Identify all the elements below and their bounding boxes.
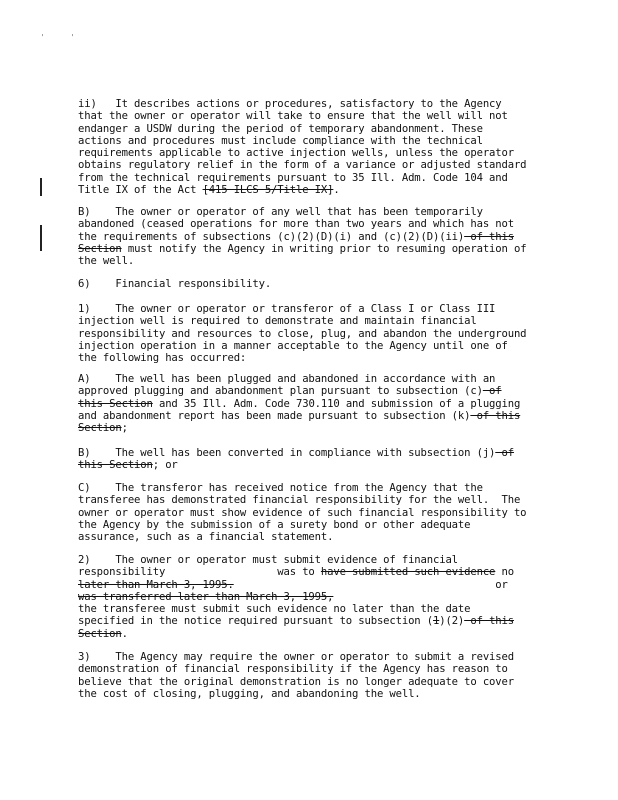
struck-text: of this	[464, 615, 514, 628]
struck-text: of	[495, 447, 514, 459]
text-line: requirements applicable to active injection wells, unless the operator	[78, 147, 514, 160]
text-line: A) The well has been plugged and abandoned in accordance with an	[78, 373, 496, 385]
struck-text: Section	[78, 422, 122, 435]
text-line: the cost of closing, plugging, and abandoning the well.	[78, 687, 421, 700]
text-fragment: ;	[121, 422, 128, 435]
struck-text: of	[482, 385, 502, 398]
text-line: endanger a USDW during the period of temporary abandonment. These	[78, 122, 483, 135]
struck-text: this Section	[78, 459, 153, 472]
revision-bar	[40, 178, 42, 196]
struck-text: later than March 3, 1995.	[78, 578, 234, 591]
text-fragment	[333, 591, 339, 603]
text-line: 2) The owner or operator must submit evidence of financial	[78, 554, 458, 566]
text-line: the requirements of subsections (c)(2)(D)(i) and (c)(2)(D)(ii)	[78, 230, 465, 243]
struck-text: of this	[464, 230, 514, 243]
text-line: the Agency by the submission of a surety bond or other adequate	[78, 518, 471, 531]
text-fragment: Title IX of the Act	[78, 184, 203, 197]
text-line: abandoned (ceased operations for more than two years and which has not	[78, 218, 514, 231]
paragraph-3	[78, 651, 548, 700]
paragraph-A	[78, 373, 548, 434]
text-line: the well.	[78, 255, 135, 268]
text-fragment: ; or	[152, 459, 178, 472]
paragraph-ii	[78, 98, 548, 196]
text-fragment: and 35 Ill. Adm. Code 730.110 and submission of a plugging	[152, 397, 521, 410]
text-line: demonstration of financial responsibility if the Agency has reason to	[78, 663, 508, 676]
text-line: owner or operator must show evidence of such financial responsibility to	[78, 506, 527, 519]
text-line: injection well is required to demonstrate and maintain financial	[78, 315, 477, 328]
revision-bar	[40, 225, 42, 251]
scan-speck: '	[40, 33, 45, 42]
text-line: C) The transferor has received notice from the Agency that the	[78, 482, 483, 494]
text-fragment: or	[233, 578, 508, 591]
text-line: B) The owner or operator of any well that has been temporarily	[78, 206, 483, 218]
text-line: that the owner or operator will take to ensure that the well will not	[78, 110, 508, 123]
text-line: 3) The Agency may require the owner or operator to submit a revised	[78, 651, 514, 663]
struck-text: Section	[78, 627, 122, 640]
paragraph-1	[78, 303, 548, 364]
paragraph-B-abandoned	[78, 206, 548, 267]
text-line: 1) The owner or operator or transferor of a Class I or Class III	[78, 303, 496, 315]
text-line: believe that the original demonstration is no longer adequate to cover	[78, 675, 514, 688]
text-fragment: no	[495, 566, 514, 579]
text-line: ii) It describes actions or procedures, satisfactory to the Agency	[78, 98, 502, 110]
text-fragment: .	[333, 184, 340, 197]
text-fragment: and abandonment report has been made pursuant to subsection (k)	[78, 409, 471, 422]
struck-text: 1	[433, 615, 440, 628]
scan-speck: '	[70, 33, 75, 42]
text-fragment: responsibility was to	[78, 566, 321, 579]
text-fragment: B) The well has been converted in compliance with subsection (j)	[78, 447, 496, 459]
section-heading: 6) Financial responsibility.	[78, 278, 272, 290]
text-line: injection operation in a manner acceptable to the Agency until one of	[78, 339, 508, 352]
text-fragment: specified in the notice required pursuant to subsection (	[78, 615, 433, 628]
paragraph-2	[78, 554, 548, 640]
text-line: the transferee must submit such evidence no later than the date	[78, 603, 471, 616]
struck-text: have submitted such evidence	[320, 566, 496, 579]
text-fragment: approved plugging and abandonment plan pursuant to subsection (c)	[78, 385, 483, 398]
text-line: responsibility and resources to close, plug, and abandon the underground	[78, 327, 527, 340]
paragraph-C	[78, 482, 548, 543]
struck-text: [415 ILCS 5/Title IX]	[202, 184, 334, 197]
text-line: the following has occurred:	[78, 352, 247, 365]
paragraph-B-converted	[78, 447, 548, 472]
text-line: obtains regulatory relief in the form of a variance or adjusted standard	[78, 159, 527, 172]
struck-text: this Section	[78, 397, 153, 410]
text-fragment: )(2)	[439, 615, 465, 628]
struck-text: was transferred later than March 3, 1995,	[78, 590, 334, 603]
text-line: assurance, such as a financial statement.	[78, 531, 334, 544]
struck-text: Section	[78, 242, 122, 255]
text-line: transferee has demonstrated financial responsibility for the well. The	[78, 494, 521, 507]
text-fragment: .	[121, 627, 128, 640]
text-line: from the technical requirements pursuant to 35 Ill. Adm. Code 104 and	[78, 171, 508, 184]
struck-text: of this	[470, 409, 521, 422]
text-fragment: must notify the Agency in writing prior to resuming operation of	[121, 242, 527, 255]
text-line: actions and procedures must include compliance with the technical	[78, 134, 483, 147]
